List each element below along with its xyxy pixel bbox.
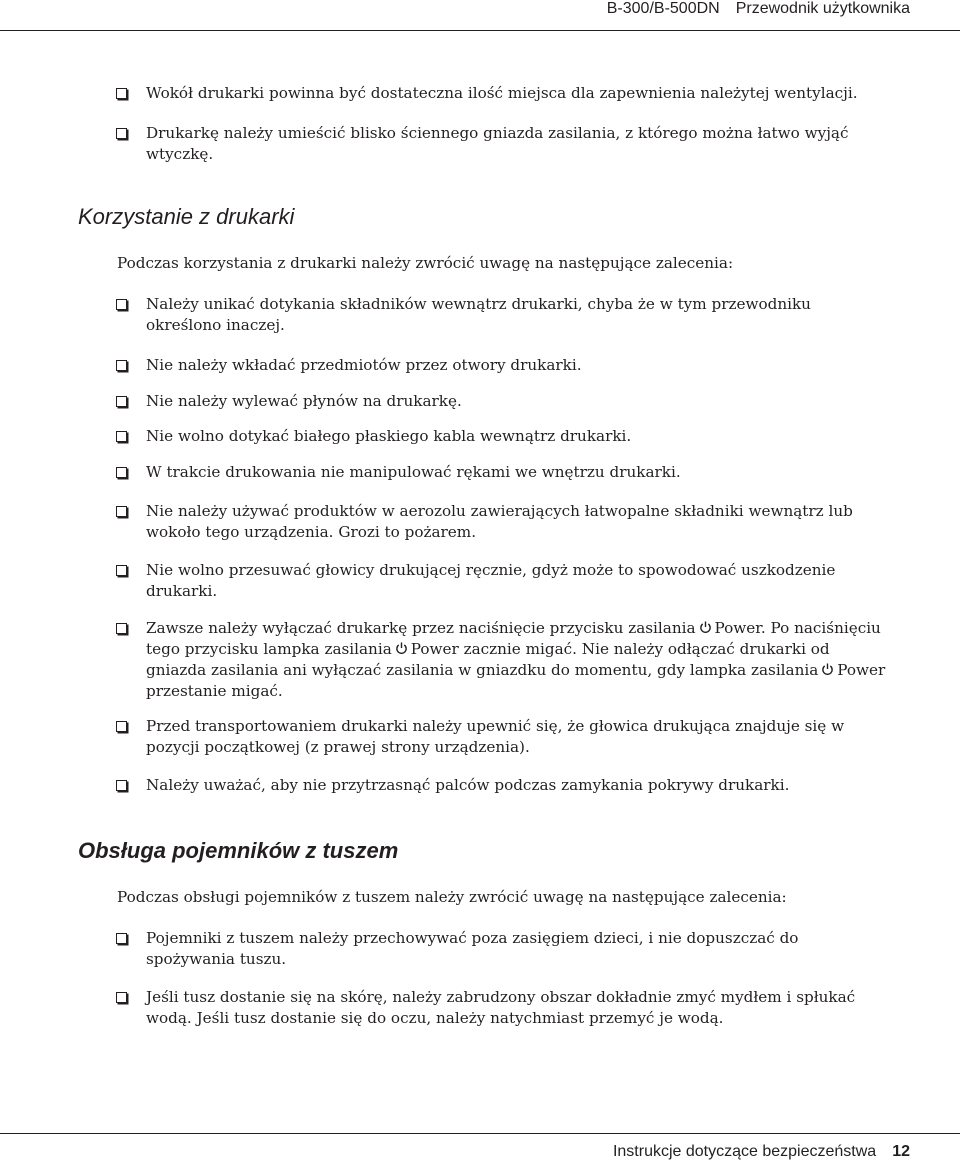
- list-item: [146, 775, 886, 796]
- list-item: [146, 618, 886, 702]
- list-item-text: Nie wolno przesuwać głowicy drukującej ręcznie, gdyż może to spowodować uszkodzenie drukarki.: [146, 561, 836, 600]
- list-item-text: Pojemniki z tuszem należy przechowywać poza zasięgiem dzieci, i nie dopuszczać do spożywania tuszu.: [146, 929, 799, 968]
- header-rule: [0, 30, 960, 31]
- list-item-text: Zawsze należy wyłączać drukarkę przez naciśnięcie przycisku zasilania: [146, 619, 696, 637]
- checkbox-bullet-icon: [116, 506, 127, 517]
- checkbox-bullet-icon: [116, 623, 127, 634]
- list-item-text: Wokół drukarki powinna być dostateczna ilość miejsca dla zapewnienia należytej wentylacji.: [146, 84, 858, 102]
- checkbox-bullet-icon: [116, 565, 127, 576]
- list-item-text: Power. Po naciśnięciu tego przycisku lampka zasilania: [146, 619, 881, 658]
- list-item-text: W trakcie drukowania nie manipulować rękami we wnętrzu drukarki.: [146, 463, 681, 481]
- header-model: B-300/B-500DN: [606, 0, 720, 17]
- list-item: [146, 83, 886, 104]
- list-item-text: Drukarkę należy umieścić blisko ściennego gniazda zasilania, z którego można łatwo wyjąć wtyczkę.: [146, 124, 849, 163]
- list-item: [146, 987, 886, 1029]
- power-icon: [699, 621, 712, 634]
- footer-section-title: Instrukcje dotyczące bezpieczeństwa: [612, 1143, 877, 1160]
- list-item-text: Należy unikać dotykania składników wewnątrz drukarki, chyba że w tym przewodniku określono inaczej.: [146, 295, 811, 334]
- checkbox-bullet-icon: [116, 88, 127, 99]
- checkbox-bullet-icon: [116, 721, 127, 732]
- section-intro: Podczas obsługi pojemników z tuszem należy zwrócić uwagę na następujące zalecenia:: [117, 888, 787, 906]
- list-item: [146, 294, 886, 336]
- list-item: [146, 928, 886, 970]
- checkbox-bullet-icon: [116, 992, 127, 1003]
- list-item: [146, 501, 886, 543]
- list-item-text: Power przestanie migać.: [146, 661, 886, 700]
- checkbox-bullet-icon: [116, 933, 127, 944]
- list-item: [146, 123, 886, 165]
- checkbox-bullet-icon: [116, 780, 127, 791]
- list-item-text: Nie należy wkładać przedmiotów przez otwory drukarki.: [146, 356, 582, 374]
- list-item-text: Nie należy używać produktów w aerozolu zawierających łatwopalne składniki wewnątrz lub wokoło tego urządzenia. Grozi to pożarem.: [146, 502, 853, 541]
- footer-rule: [0, 1133, 960, 1134]
- power-icon: [395, 642, 408, 655]
- list-item: [146, 560, 886, 602]
- list-item: [146, 716, 886, 758]
- page-number: 12: [892, 1143, 910, 1160]
- list-item: [146, 426, 886, 447]
- checkbox-bullet-icon: [116, 360, 127, 371]
- section-heading: Obsługa pojemników z tuszem: [78, 838, 399, 863]
- checkbox-bullet-icon: [116, 467, 127, 478]
- checkbox-bullet-icon: [116, 128, 127, 139]
- power-icon: [821, 663, 834, 676]
- list-item: [146, 391, 886, 412]
- checkbox-bullet-icon: [116, 431, 127, 442]
- header-guide-title: Przewodnik użytkownika: [735, 0, 910, 17]
- running-footer: [613, 1142, 910, 1162]
- list-item-text: Jeśli tusz dostanie się na skórę, należy zabrudzony obszar dokładnie zmyć mydłem i spłukać wodą. Jeśli tusz dostanie się do oczu, należy natychmiast przemyć je wodą.: [146, 988, 856, 1027]
- section-heading: Korzystanie z drukarki: [78, 204, 295, 229]
- list-item: [146, 462, 886, 483]
- section-intro: Podczas korzystania z drukarki należy zwrócić uwagę na następujące zalecenia:: [117, 254, 734, 272]
- list-item-text: Przed transportowaniem drukarki należy upewnić się, że głowica drukująca znajduje się w pozycji początkowej (z prawej strony urządzenia).: [146, 717, 845, 756]
- checkbox-bullet-icon: [116, 396, 127, 407]
- list-item-text: Należy uważać, aby nie przytrzasnąć palców podczas zamykania pokrywy drukarki.: [146, 776, 790, 794]
- checkbox-bullet-icon: [116, 299, 127, 310]
- running-header: [607, 0, 910, 22]
- list-item-text: Power zacznie migać. Nie należy odłączać drukarki od gniazda zasilania ani wyłączać zasilania w gniazdku do momentu, gdy lampka zasilania: [146, 640, 830, 679]
- list-item-text: Nie należy wylewać płynów na drukarkę.: [146, 392, 462, 410]
- list-item: [146, 355, 886, 376]
- list-item-text: Nie wolno dotykać białego płaskiego kabla wewnątrz drukarki.: [146, 427, 632, 445]
